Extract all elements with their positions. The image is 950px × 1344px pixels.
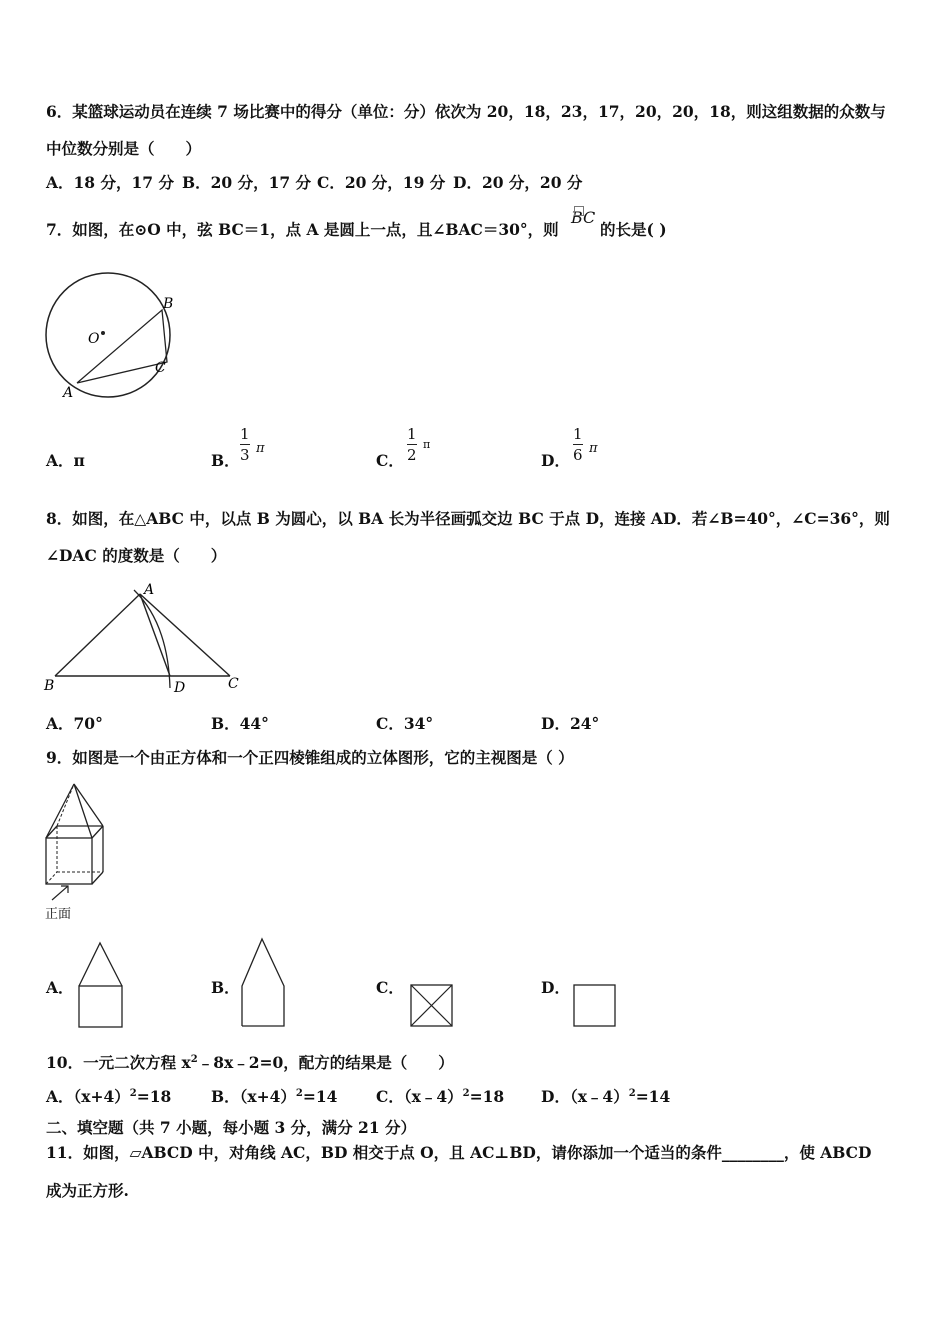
q9-option-c-label: C． [376, 978, 404, 997]
label-a: A [144, 582, 155, 598]
label-o: O [88, 331, 100, 347]
center-dot [101, 331, 105, 335]
label-b: B [163, 296, 174, 312]
q8-option-c: C．34° [376, 714, 434, 733]
q7-option-b-pi: π [256, 441, 265, 456]
q6-option-b: B．20 分，17 分 [182, 173, 312, 192]
q10-stem-a: 10．一元二次方程 x [46, 1053, 191, 1073]
arrow-icon [52, 886, 68, 900]
q8-triangle-figure [40, 578, 250, 698]
q9-solid-figure [42, 780, 112, 920]
q7-option-d-pi: π [589, 441, 598, 456]
q9-stem: 9．如图是一个由正方体和一个正四棱锥组成的立体图形，它的主视图是（ ） [46, 748, 574, 767]
segment-ba [55, 594, 140, 676]
q7-option-d-fraction [573, 425, 583, 464]
q11-stem-line1: 11．如图，▱ABCD 中，对角线 AC，BD 相交于点 O，且 AC⊥BD，请你添加一个适当的条件________，使 ABCD [46, 1143, 872, 1162]
q9-option-c-figure [408, 982, 456, 1030]
q8-option-d: D．24° [541, 714, 600, 733]
section-2-title: 二、填空题（共 7 小题，每小题 3 分，满分 21 分） [46, 1118, 417, 1137]
q10-option-c: C．（x﹣4）$^2$=18 [376, 1087, 505, 1107]
q10-option-a: A．$(x+4)^2=18$ [46, 1087, 172, 1107]
q6-option-c: C．20 分，19 分 [317, 173, 446, 192]
q9-front-label: 正面 [45, 907, 72, 922]
q6-stem-line1: 6．某篮球运动员在连续 7 场比赛中的得分（单位：分）依次为 20，18，23，17，20，20，18，则这组数据的众数与 [46, 102, 886, 121]
q7-option-b-label: B． [211, 451, 240, 470]
segment-ac [140, 594, 230, 676]
q7-d-numerator: 1 [573, 425, 583, 443]
label-d: D [174, 680, 186, 696]
q7-option-d-label: D． [541, 451, 570, 470]
q10-option-b: B．$(x+4)^2=14$ [211, 1087, 338, 1107]
q7-option-a-label: A． [46, 451, 74, 470]
label-c: C [228, 676, 239, 692]
circle-o [46, 273, 170, 397]
q10-stem-b: ﹣8x﹣2=0，配方的结果是（ ） [197, 1053, 454, 1073]
cube-front [46, 838, 92, 884]
q7-option-b-fraction [240, 425, 250, 464]
q7-stem-b: 的长是( ) [600, 220, 667, 239]
q9-option-a-figure [76, 940, 126, 1030]
label-a: A [63, 385, 74, 401]
q7-c-numerator: 1 [407, 425, 417, 443]
q7-c-denominator: 2 [407, 446, 417, 464]
segment-ad [140, 594, 170, 676]
q8-option-a: A．70° [46, 714, 103, 733]
q7-b-denominator: 3 [240, 446, 250, 464]
q7-stem-a: 7．如图，在⊙O 中，弦 BC＝1，点 A 是圆上一点，且∠BAC＝30°，则 [46, 220, 559, 239]
q9-option-a-label: A． [46, 978, 74, 997]
q8-stem-line2: ∠DAC 的度数是（ ） [46, 546, 227, 565]
q10-option-d: D．（x﹣4）$^2$=14 [541, 1087, 671, 1107]
q7-option-a [46, 451, 85, 471]
q7-arc-label: BC [571, 208, 596, 227]
q7-option-c-pi: π [423, 438, 431, 451]
q10-stem [46, 1050, 454, 1073]
q11-stem-line2: 成为正方形. [46, 1181, 129, 1200]
q7-d-denominator: 6 [573, 446, 583, 464]
label-b: B [44, 678, 55, 694]
q9-option-b-label: B． [211, 978, 240, 997]
q7-arc-bc [571, 208, 595, 227]
q8-stem-line1: 8．如图，在△ABC 中，以点 B 为圆心，以 BA 长为半径画弧交边 BC 于点 D，连接 AD．若∠B=40°，∠C=36°，则 [46, 509, 890, 528]
q7-option-c-label: C． [376, 451, 404, 470]
q6-option-d: D．20 分，20 分 [453, 173, 583, 192]
q9-option-d-figure [571, 982, 619, 1030]
q6-stem-line2: 中位数分别是（ ） [46, 139, 202, 158]
q7-option-c-fraction [407, 425, 417, 464]
arc-symbol-icon [574, 206, 584, 216]
q7-b-numerator: 1 [240, 425, 250, 443]
label-c: C [155, 360, 166, 376]
q9-option-d-label: D． [541, 978, 570, 997]
q7-option-a-value: π [73, 451, 85, 470]
q8-option-b: B．44° [211, 714, 269, 733]
q6-option-a: A．18 分，17 分 [46, 173, 174, 192]
q7-circle-figure [40, 270, 180, 405]
q10-stem-sup: 2 [190, 1054, 198, 1065]
q9-option-b-figure [238, 936, 290, 1030]
